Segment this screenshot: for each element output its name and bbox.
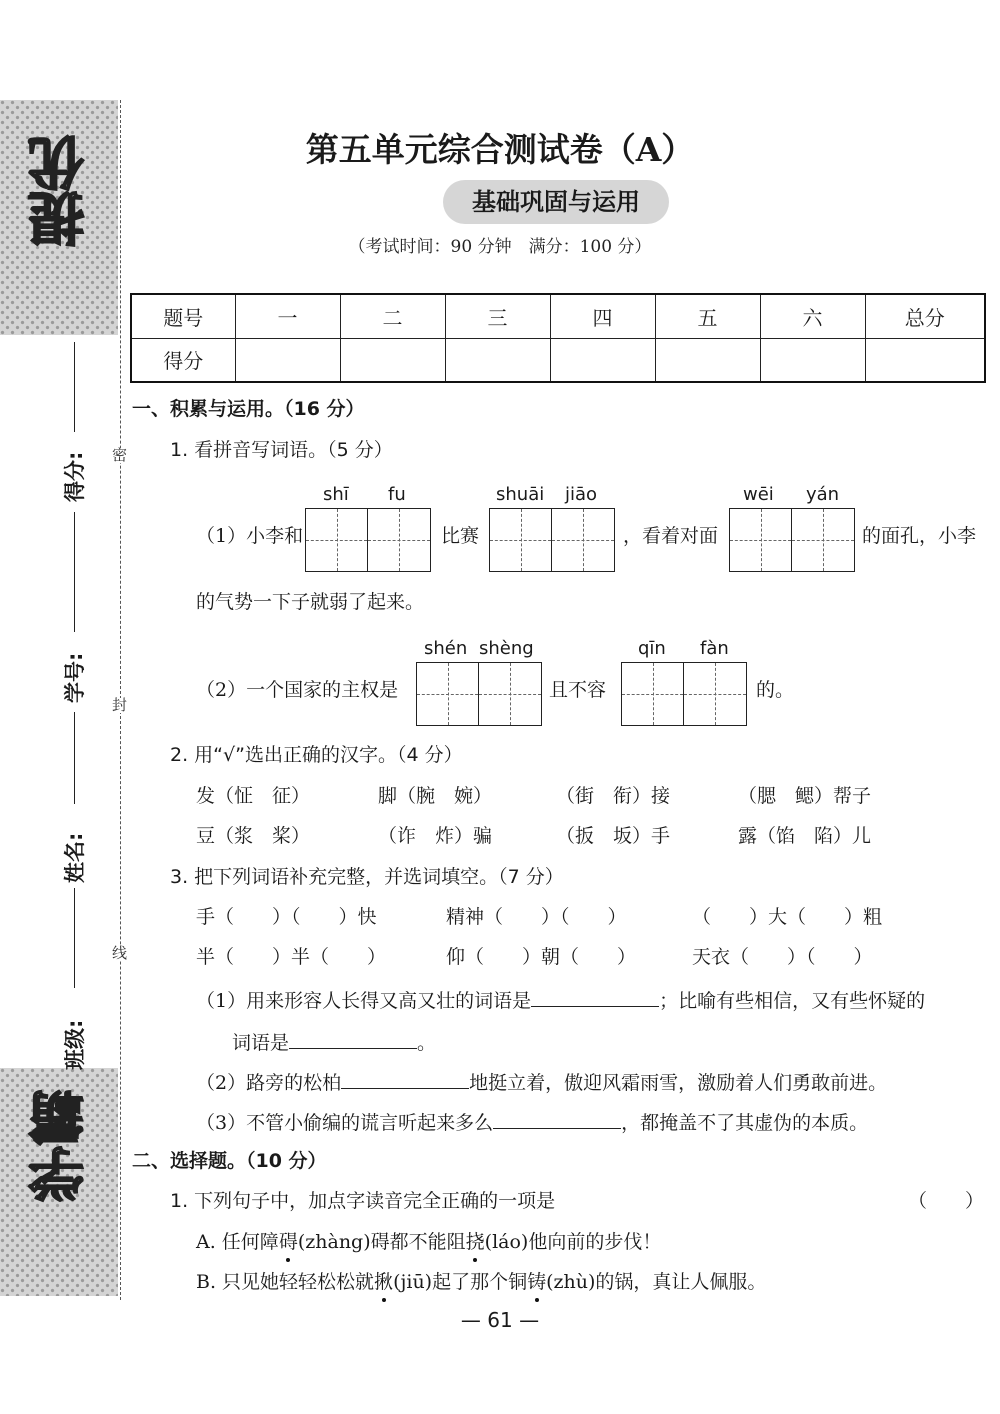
- opt-b-part1: B. 只见她轻轻松松就: [196, 1271, 375, 1293]
- q3-word[interactable]: 手（ ）（ ）快: [196, 906, 377, 928]
- q1-title: 1. 看拼音写词语。（5 分）: [170, 439, 393, 461]
- q3-word[interactable]: 仰（ ）朝（ ）: [446, 946, 637, 968]
- class-label: 班级:: [63, 1019, 87, 1070]
- opt-a-dotted-char-1: 碍: [278, 1231, 298, 1253]
- top-brand-text: 提优: [28, 135, 93, 247]
- q1-s2-text-a: （2）一个国家的主权是: [196, 679, 399, 701]
- q2-item[interactable]: 发（怔 征）: [196, 785, 311, 807]
- name-label: 姓名:: [63, 832, 87, 883]
- seal-char-mi: 密: [112, 446, 128, 464]
- q2-item[interactable]: 豆（浆 桨）: [196, 825, 311, 847]
- q1-s1-text-b: 比赛: [441, 525, 480, 547]
- q3-word[interactable]: 精神（ ）（ ）: [446, 906, 627, 928]
- answer-grid-shensheng[interactable]: [416, 662, 542, 726]
- s2-q1-answer-paren[interactable]: （ ）: [908, 1190, 985, 1212]
- opt-b-part3: (zhù)的锅，真让人佩服。: [546, 1271, 767, 1293]
- score-cell: 四: [550, 294, 655, 338]
- q2-item[interactable]: 脚（腕 婉）: [378, 785, 493, 807]
- opt-a-part1: A. 任何障: [196, 1231, 279, 1253]
- section1-title: 一、积累与运用。（16 分）: [132, 398, 365, 420]
- pinyin: shuāi: [496, 484, 545, 505]
- score-cell: 总分: [865, 294, 985, 338]
- score-cell: 三: [445, 294, 550, 338]
- score-table: [130, 293, 986, 383]
- q3-word[interactable]: （ ）大（ ）粗: [692, 906, 883, 928]
- score-cell: 六: [760, 294, 865, 338]
- score-cell: 二: [340, 294, 445, 338]
- exam-note: （考试时间：90 分钟 满分：100 分）: [348, 237, 652, 257]
- opt-b-dotted-char-2: 铸: [527, 1271, 547, 1293]
- student-id-label: 学号:: [63, 652, 87, 703]
- q3-s1-text-c: 词语是: [232, 1032, 290, 1054]
- score-input-cell[interactable]: [760, 338, 865, 382]
- score-input-cell[interactable]: [655, 338, 760, 382]
- q1-s2-text-b: 且不容: [549, 679, 607, 701]
- section2-title: 二、选择题。（10 分）: [132, 1150, 327, 1172]
- fill-line-4: [74, 888, 75, 988]
- q2-item[interactable]: （腮 鳃）帮子: [738, 785, 872, 807]
- subtitle-pill: 基础巩固与运用: [443, 180, 669, 224]
- q3-word[interactable]: 半（ ）半（ ）: [196, 946, 387, 968]
- score-input-cell[interactable]: [550, 338, 655, 382]
- pinyin: shén: [424, 638, 468, 659]
- page-title: 第五单元综合测试卷（A）: [305, 130, 695, 169]
- q3-s3-line: [196, 1111, 868, 1133]
- score-cell: 五: [655, 294, 760, 338]
- q2-item[interactable]: （街 衔）接: [556, 785, 671, 807]
- seal-char-feng: 封: [112, 696, 128, 714]
- score-cell: 一: [235, 294, 340, 338]
- fill-blank[interactable]: [493, 1111, 621, 1129]
- seal-char-xian: 线: [112, 944, 128, 962]
- pinyin: fu: [388, 484, 406, 505]
- opt-a-dotted-char-2: 挠: [465, 1231, 485, 1253]
- pinyin: fàn: [700, 638, 729, 659]
- q3-s2-text-a: （2）路旁的松柏: [196, 1072, 342, 1094]
- q2-item[interactable]: （诈 炸）骗: [378, 825, 493, 847]
- pinyin: yán: [806, 484, 840, 505]
- score-input-cell[interactable]: [235, 338, 340, 382]
- q2-item[interactable]: 露（馅 陷）儿: [738, 825, 872, 847]
- q3-title: 3. 把下列词语补充完整，并选词填空。（7 分）: [170, 866, 564, 888]
- q1-s2-text-c: 的。: [756, 679, 795, 701]
- fill-line-3: [74, 712, 75, 804]
- q1-s1-text-a: （1）小李和: [196, 525, 304, 547]
- answer-grid-qinfan[interactable]: [621, 662, 747, 726]
- opt-a-part2: (zhàng)碍都不能阻: [297, 1231, 466, 1253]
- q1-s1-text-d: 的面孔，小李: [862, 525, 977, 547]
- fill-blank[interactable]: [531, 989, 659, 1007]
- q3-s1-text-a: （1）用来形容人长得又高又壮的词语是: [196, 990, 532, 1012]
- q3-s1-line2: [232, 1031, 436, 1053]
- q2-title: 2. 用“√”选出正确的汉字。（4 分）: [170, 744, 463, 766]
- score-table-header-row: [131, 294, 985, 338]
- q1-s1-text-c: ，看着对面: [623, 525, 719, 547]
- answer-grid-weiyan[interactable]: [729, 508, 855, 572]
- q3-s2-text-b: 地挺立着，傲迎风霜雨雪，激励着人们勇敢前进。: [469, 1072, 888, 1094]
- s2-q1-title: 1. 下列句子中，加点字读音完全正确的一项是: [170, 1190, 556, 1212]
- score-row-label: 得分: [131, 338, 235, 382]
- q3-s2-line: [196, 1071, 887, 1093]
- score-input-cell[interactable]: [865, 338, 985, 382]
- opt-a-part3: (láo)他向前的步伐！: [484, 1231, 662, 1253]
- q3-s1-text-d: 。: [417, 1032, 437, 1054]
- q3-s1-text-b: ；比喻有些相信，又有些怀疑的: [659, 990, 926, 1012]
- s2-q1-option-b[interactable]: [196, 1273, 766, 1292]
- fill-line-2: [74, 512, 75, 632]
- pinyin: shī: [323, 484, 349, 505]
- s2-q1-option-a[interactable]: [196, 1233, 661, 1252]
- answer-grid-shuaijiao[interactable]: [489, 508, 615, 572]
- pinyin: wēi: [743, 484, 774, 505]
- pinyin: qīn: [638, 638, 666, 659]
- score-table-score-row: [131, 338, 985, 382]
- q3-word[interactable]: 天衣（ ）（ ）: [692, 946, 873, 968]
- opt-b-dotted-char-1: 揪: [374, 1271, 394, 1293]
- q2-item[interactable]: （扳 坂）手: [556, 825, 671, 847]
- score-input-cell[interactable]: [340, 338, 445, 382]
- q3-s1-line1: [196, 989, 925, 1011]
- q3-s3-text-a: （3）不管小偷编的谎言听起来多么: [196, 1112, 494, 1134]
- opt-b-part2: (jiū)起了那个铜: [393, 1271, 528, 1293]
- fill-blank[interactable]: [341, 1071, 469, 1089]
- pinyin: jiāo: [565, 484, 598, 505]
- q1-s1-text-e: 的气势一下子就弱了起来。: [196, 591, 425, 613]
- bottom-brand-vertical: [28, 1090, 93, 1202]
- fill-line-1: [74, 342, 75, 432]
- page-number: — 61 —: [460, 1308, 540, 1332]
- score-cell: 题号: [131, 294, 235, 338]
- score-label: 得分:: [63, 451, 87, 502]
- score-input-cell[interactable]: [445, 338, 550, 382]
- fill-blank[interactable]: [289, 1031, 417, 1049]
- q3-s3-text-b: ，都掩盖不了其虚伪的本质。: [621, 1112, 869, 1134]
- answer-grid-shifu[interactable]: [305, 508, 431, 572]
- pinyin: shèng: [479, 638, 534, 659]
- bottom-brand-text: 学霸: [28, 1090, 93, 1202]
